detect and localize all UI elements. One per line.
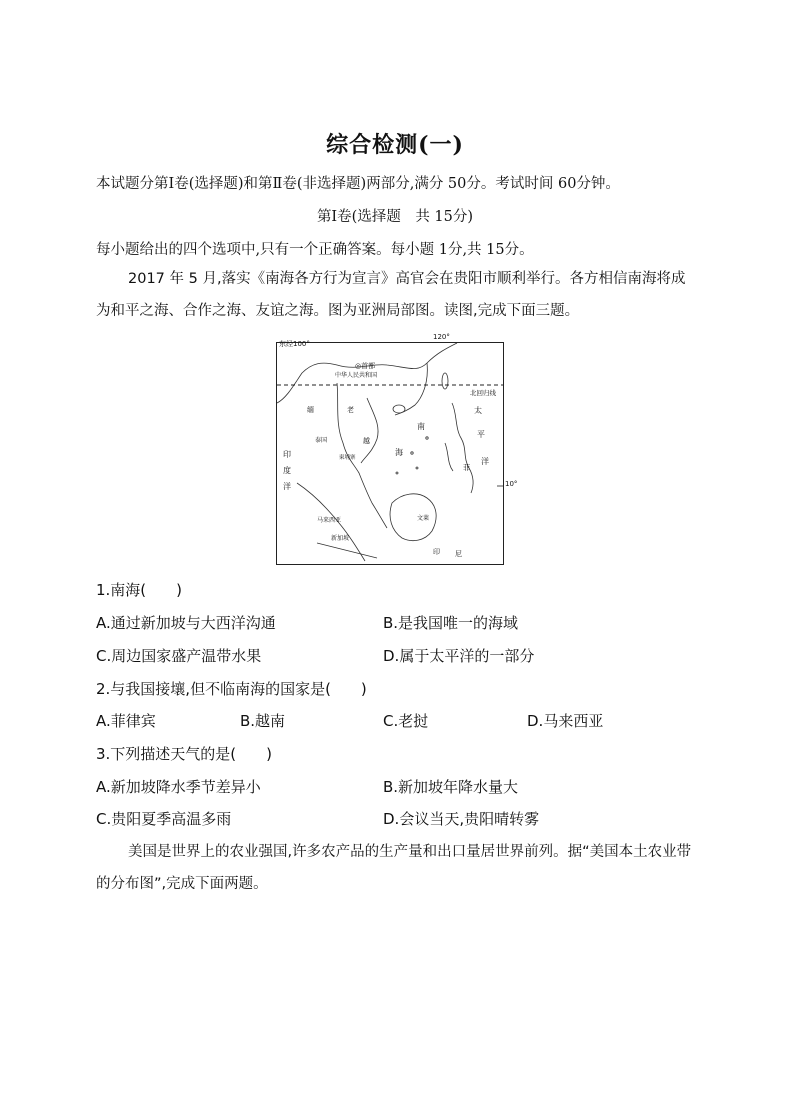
map-label-southsea-2: 海 [395,448,403,457]
reading-passage-2: 美国是世界上的农业强国,许多农产品的生产量和出口量居世界前列。据“美国本土农业带的分布图”,完成下面两题。 [96,844,692,892]
reading-passage-1: 2017 年 5 月,落实《南海各方行为宣言》高官会在贵阳市顺利举行。各方相信南海将成为和平之海、合作之海、友谊之海。图为亚洲局部图。读图,完成下面三题。 [96,271,686,319]
question-3-stem: 3.下列描述天气的是( ) [96,745,273,763]
question-3-option-c[interactable]: C.贵阳夏季高温多雨 [96,810,232,828]
map-drawing [277,343,503,564]
map-label-southsea-1: 南 [417,422,425,431]
map-label-pacific-3: 洋 [481,457,489,466]
map-label-pacific-2: 平 [477,430,485,439]
section-note: 每小题给出的四个选项中,只有一个正确答案。每小题 1分,共 15分。 [96,242,534,258]
page-title: 综合检测(一) [326,132,464,158]
map-label-vietnam: 越 [363,437,370,445]
question-1-option-a[interactable]: A.通过新加坡与大西洋沟通 [96,614,276,632]
map-label-tropic: 北回归线 [470,389,496,397]
map-label-singapore: 新加坡 [331,535,350,542]
map-label-lat10: 10° [505,480,518,488]
map-label-china: 中华人民共和国 [335,372,378,379]
map-label-philippines: 菲 [463,464,470,472]
map-label-indonesia-2: 尼 [455,550,462,558]
asia-map-figure [276,333,518,565]
map-label-lon120: 120° [433,333,450,341]
question-1-option-b[interactable]: B.是我国唯一的海域 [383,614,519,632]
question-3-option-d[interactable]: D.会议当天,贵阳晴转雾 [383,810,540,828]
question-2-stem: 2.与我国接壤,但不临南海的国家是( ) [96,680,367,698]
question-3-option-a[interactable]: A.新加坡降水季节差异小 [96,778,261,796]
map-label-brunei: 文莱 [417,515,430,522]
question-2-option-c[interactable]: C.老挝 [383,712,429,730]
section-title: 第Ⅰ卷(选择题 共 15分) [316,209,474,225]
map-label-indian-3: 洋 [283,482,291,491]
map-label-laos: 老 [347,406,354,414]
question-1-stem: 1.南海( ) [96,581,183,599]
question-1-option-c[interactable]: C.周边国家盛产温带水果 [96,647,262,665]
exam-intro: 本试题分第Ⅰ卷(选择题)和第Ⅱ卷(非选择题)两部分,满分 50分。考试时间 60分钟。 [96,176,620,192]
map-label-capital: ◎首都 [355,362,376,370]
map-label-malaysia: 马来西亚 [317,517,342,524]
question-2-option-b[interactable]: B.越南 [240,712,286,730]
map-label-indian-1: 印 [283,450,291,459]
question-1-option-d[interactable]: D.属于太平洋的一部分 [383,647,535,665]
map-label-indian-2: 度 [283,466,291,475]
map-label-myanmar: 缅 [307,406,314,414]
map-label-thailand: 泰国 [315,437,328,444]
map-label-indonesia-1: 印 [433,548,440,556]
map-label-pacific-1: 太 [474,406,482,415]
question-2-option-d[interactable]: D.马来西亚 [527,712,604,730]
map-label-cambodia: 柬埔寨 [339,455,356,461]
question-3-option-b[interactable]: B.新加坡年降水量大 [383,778,519,796]
map-label-lon100: 东经100° [279,340,310,348]
question-2-option-a[interactable]: A.菲律宾 [96,712,156,730]
